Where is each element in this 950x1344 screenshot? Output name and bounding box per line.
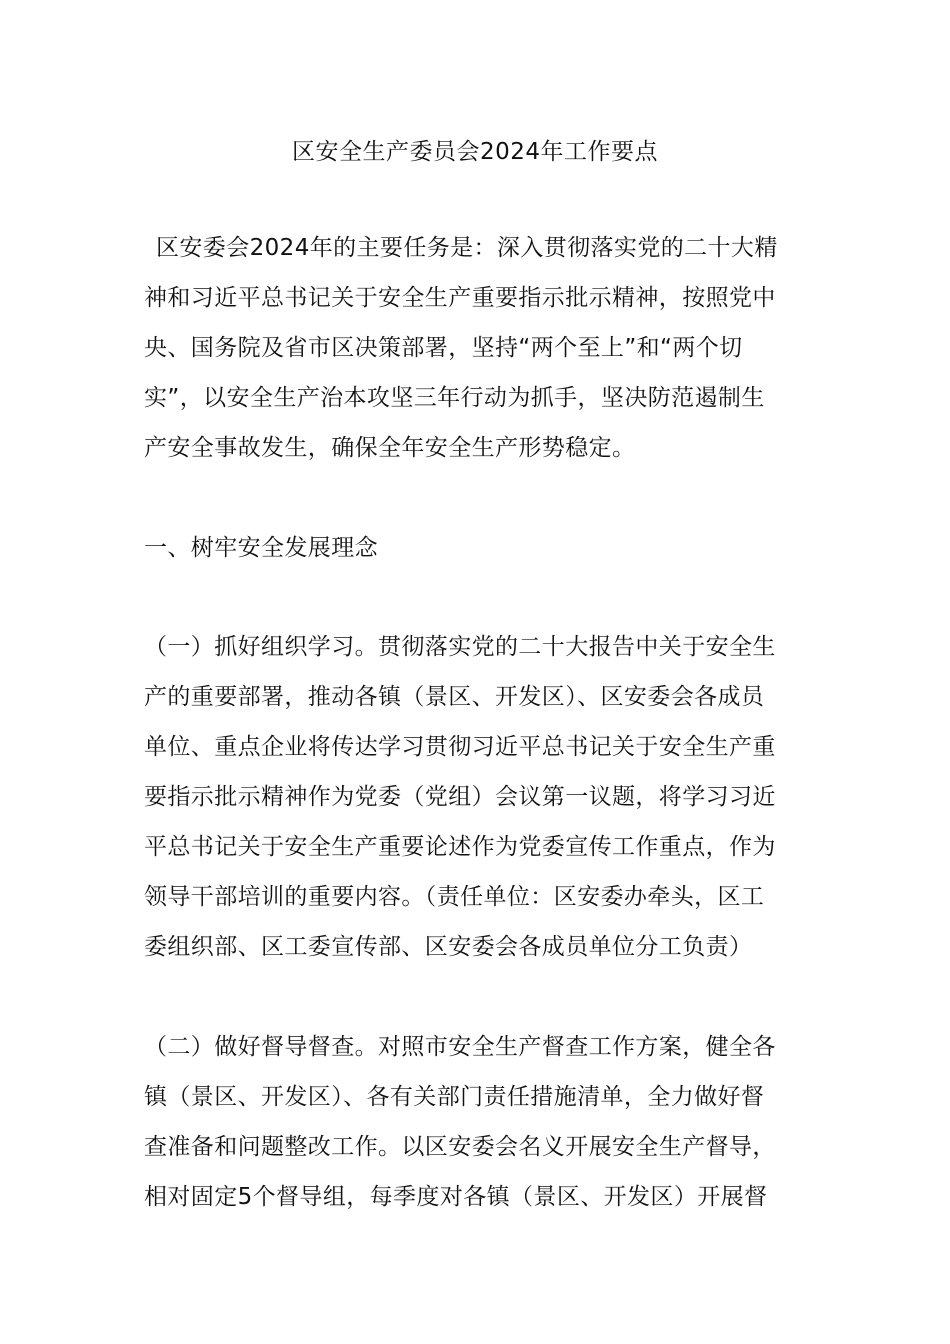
item1-line: （一）抓好组织学习。贯彻落实党的二十大报告中关于安全生 [144, 634, 776, 660]
item2-line: 查准备和问题整改工作。以区安委会名义开展安全生产督导， [144, 1134, 776, 1160]
item1-line: 单位、重点企业将传达学习贯彻习近平总书记关于安全生产重 [144, 734, 776, 760]
document-title: 区安全生产委员会2024年工作要点 [291, 139, 659, 165]
item2-line: （二）做好督导督查。对照市安全生产督查工作方案，健全各 [144, 1034, 776, 1060]
item2-line: 镇（景区、开发区）、各有关部门责任措施清单，全力做好督 [144, 1084, 765, 1110]
item1-line: 产的重要部署，推动各镇（景区、开发区）、区安委会各成员 [144, 684, 765, 710]
item1-line: 要指示批示精神作为党委（党组）会议第一议题，将学习习近 [144, 784, 776, 810]
section-heading [144, 523, 808, 573]
section1-heading: 一、树牢安全发展理念 [144, 535, 378, 561]
item2-line: 相对固定5个督导组，每季度对各镇（景区、开发区）开展督 [144, 1184, 768, 1210]
item1-paragraph [144, 622, 808, 972]
item1-line: 领导干部培训的重要内容。（责任单位：区安委办牵头，区工 [144, 884, 765, 910]
intro-line: 实”，以安全生产治本攻坚三年行动为抓手，坚决防范遏制生 [144, 385, 765, 411]
intro-line: 神和习近平总书记关于安全生产重要指示批示精神，按照党中 [144, 285, 776, 311]
item2-paragraph [144, 1022, 808, 1222]
intro-line: 央、国务院及省市区决策部署，坚持“两个至上”和“两个切 [144, 335, 743, 361]
intro-line: 区安委会2024年的主要任务是：深入贯彻落实党的二十大精 [156, 235, 778, 261]
item1-line: 委组织部、区工委宣传部、区安委会各成员单位分工负责） [144, 934, 753, 960]
intro-line: 产安全事故发生，确保全年安全生产形势稳定。 [144, 435, 636, 461]
intro-paragraph [144, 223, 808, 473]
item1-line: 平总书记关于安全生产重要论述作为党委宣传工作重点，作为 [144, 834, 776, 860]
